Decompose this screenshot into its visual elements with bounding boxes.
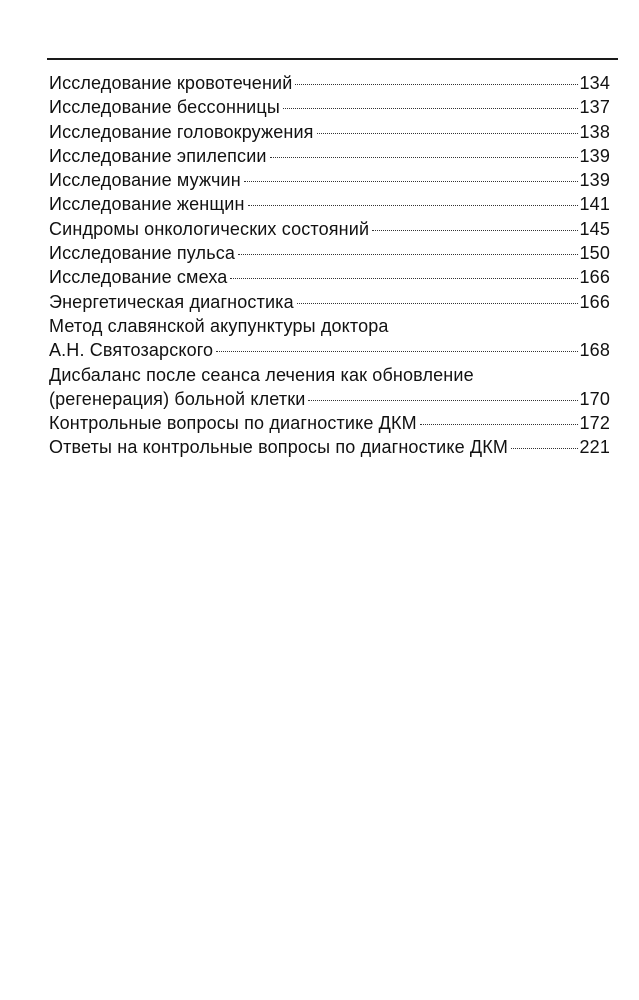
toc-entry [49,290,610,314]
toc-entry-line [49,338,610,362]
toc-page-number: 168 [579,340,610,361]
toc-page-number: 221 [579,437,610,458]
toc-entry [49,120,610,144]
toc-entry-line [49,435,610,459]
toc-entry-title: Энергетическая диагностика [49,291,294,312]
toc-page-number: 166 [579,267,610,288]
toc-entry-title: Дисбаланс после сеанса лечения как обновление [49,364,474,385]
toc-entry-line [49,290,610,314]
toc-entry [49,241,610,265]
toc-dot-leader [238,254,577,255]
toc-page-number: 145 [579,218,610,239]
toc-page-number: 139 [579,170,610,191]
toc-page-number: 170 [579,388,610,409]
toc-entry-line [49,411,610,435]
toc-entry [49,411,610,435]
toc-dot-leader [297,303,578,304]
toc-entry [49,435,610,459]
toc-entry-title: Исследование эпилепсии [49,145,267,166]
toc-entry [49,95,610,119]
toc-entry-line [49,120,610,144]
toc-entry-title: Исследование кровотечений [49,73,293,93]
toc-dot-leader [283,108,578,109]
toc-dot-leader [308,400,577,401]
toc-page-number: 134 [579,73,610,93]
toc-entry-line [49,95,610,119]
toc-entry [49,314,610,363]
toc-entry-line [49,241,610,265]
toc-page-number: 141 [579,194,610,215]
toc-page-number: 166 [579,291,610,312]
table-of-contents [49,71,610,460]
toc-dot-leader [244,181,578,182]
header-rule [47,58,618,60]
toc-dot-leader [372,230,577,231]
toc-page-number: 139 [579,145,610,166]
toc-entry-title: Ответы на контрольные вопросы по диагностике ДКМ [49,437,509,458]
toc-entry [49,144,610,168]
toc-dot-leader [270,157,578,158]
toc-entry-line [49,192,610,216]
toc-entry-title: Исследование мужчин [49,170,241,191]
toc-entry-title: А.Н. Святозарского [49,340,214,361]
toc-page-number: 172 [579,413,610,434]
toc-entry-line [49,144,610,168]
toc-page-number: 137 [579,97,610,118]
toc-entry-title: Контрольные вопросы по диагностике ДКМ [49,413,417,434]
toc-entry-line [49,314,610,338]
toc-entry-title: Исследование бессонницы [49,97,280,118]
toc-entry-title: Метод славянской акупунктуры доктора [49,315,389,336]
toc-dot-leader [295,84,577,85]
toc-page-number: 138 [579,121,610,142]
toc-entry-title: Исследование головокружения [49,121,314,142]
toc-entry-title: Исследование женщин [49,194,245,215]
toc-entry [49,71,610,95]
toc-entry-line [49,168,610,192]
toc-entry-line [49,363,610,387]
toc-entry-line [49,387,610,411]
toc-entry [49,217,610,241]
toc-entry-line [49,71,610,95]
toc-entry [49,363,610,412]
toc-entry [49,265,610,289]
toc-page-number: 150 [579,243,610,264]
toc-entry [49,192,610,216]
toc-dot-leader [420,424,578,425]
toc-dot-leader [248,205,578,206]
toc-entry-line [49,265,610,289]
toc-dot-leader [317,133,578,134]
toc-entry-title: (регенерация) больной клетки [49,388,306,409]
toc-entry-title: Синдромы онкологических состояний [49,218,370,239]
toc-entry-line [49,217,610,241]
toc-entry [49,168,610,192]
toc-entry-title: Исследование пульса [49,243,236,264]
toc-dot-leader [216,351,577,352]
toc-dot-leader [230,278,577,279]
toc-dot-leader [511,448,578,449]
toc-entry-title: Исследование смеха [49,267,228,288]
